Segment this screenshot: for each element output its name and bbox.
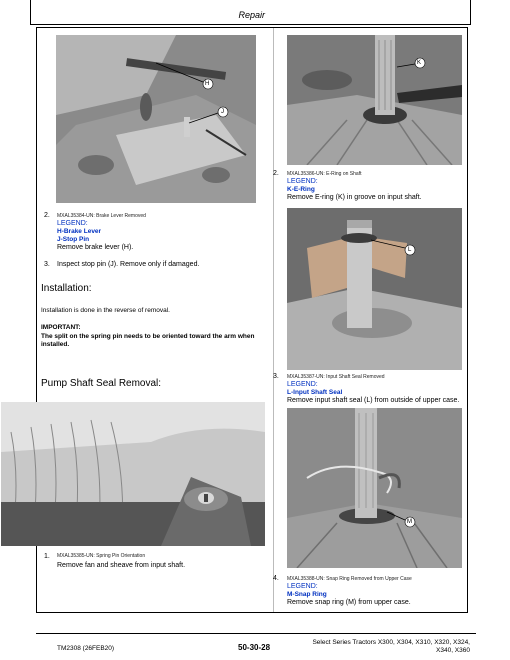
figure-caption: MXAL35386-UN: E-Ring on Shaft — [287, 171, 362, 177]
legend-heading: LEGEND: — [287, 583, 318, 590]
callout-m: M — [407, 519, 412, 525]
input-shaft-seal-photo — [287, 208, 462, 370]
step-instruction: Inspect stop pin (J). Remove only if damaged. — [57, 261, 200, 268]
step-number: 4. — [273, 575, 279, 582]
step-number: 1. — [44, 553, 50, 560]
brake-lever-photo — [56, 35, 256, 203]
step-instruction: Remove fan and sheave from input shaft. — [57, 562, 186, 569]
step-instruction: Remove snap ring (M) from upper case. — [287, 599, 411, 606]
column-divider — [273, 28, 274, 612]
step-instruction: Remove input shaft seal (L) from outside of upper case. — [287, 397, 460, 404]
legend-item-m: M-Snap Ring — [287, 591, 327, 598]
legend-item-j: J-Stop Pin — [57, 236, 90, 243]
footer-page-number: 50-30-28 — [238, 643, 271, 652]
step-instruction: Remove E-ring (K) in groove on input shaft. — [287, 194, 422, 201]
callout-h: H — [205, 81, 210, 87]
legend-item-l: L-Input Shaft Seal — [287, 389, 343, 396]
legend-heading: LEGEND: — [57, 220, 88, 227]
e-ring-photo — [287, 35, 462, 165]
installation-text: Installation is done in the reverse of removal. — [41, 307, 170, 314]
figure-caption: MXAL35388-UN: Snap Ring Removed from Upper Case — [287, 576, 412, 582]
footer-series — [280, 639, 470, 655]
footer-series-line1: Select Series Tractors X300, X304, X310, X320, X324, — [312, 639, 470, 646]
pump-shaft-heading: Pump Shaft Seal Removal: — [41, 378, 162, 389]
step-number: 2. — [44, 212, 50, 219]
step-number: 3. — [44, 261, 50, 268]
figure-caption: MXAL35384-UN: Brake Lever Removed — [57, 213, 146, 219]
step-number: 3. — [273, 373, 279, 380]
callout-j: J — [221, 109, 224, 115]
callout-k: K — [417, 60, 422, 66]
header-underline — [30, 24, 471, 25]
footer-rule — [36, 633, 476, 634]
legend-heading: LEGEND: — [287, 178, 318, 185]
legend-heading: LEGEND: — [287, 381, 318, 388]
snap-ring-photo — [287, 408, 462, 568]
step-instruction: Remove brake lever (H). — [57, 244, 134, 251]
footer-series-line2: X340, X360 — [436, 647, 470, 654]
figure-caption: MXAL35385-UN: Spring Pin Orientation — [57, 553, 146, 559]
important-label: IMPORTANT: — [41, 324, 81, 331]
footer-doc-id: TM2308 (26FEB20) — [57, 645, 115, 652]
installation-heading: Installation: — [41, 283, 92, 294]
legend-item-h: H-Brake Lever — [57, 228, 102, 235]
figure-caption: MXAL35387-UN: Input Shaft Seal Removed — [287, 374, 385, 380]
important-text: The split on the spring pin needs to be oriented toward the arm when installed. — [41, 333, 255, 348]
callout-l: L — [408, 247, 412, 253]
spring-pin-photo — [1, 402, 265, 546]
legend-item-k: K-E-Ring — [287, 186, 315, 193]
page-section-title: Repair — [238, 10, 265, 20]
step-number: 2. — [273, 170, 279, 177]
